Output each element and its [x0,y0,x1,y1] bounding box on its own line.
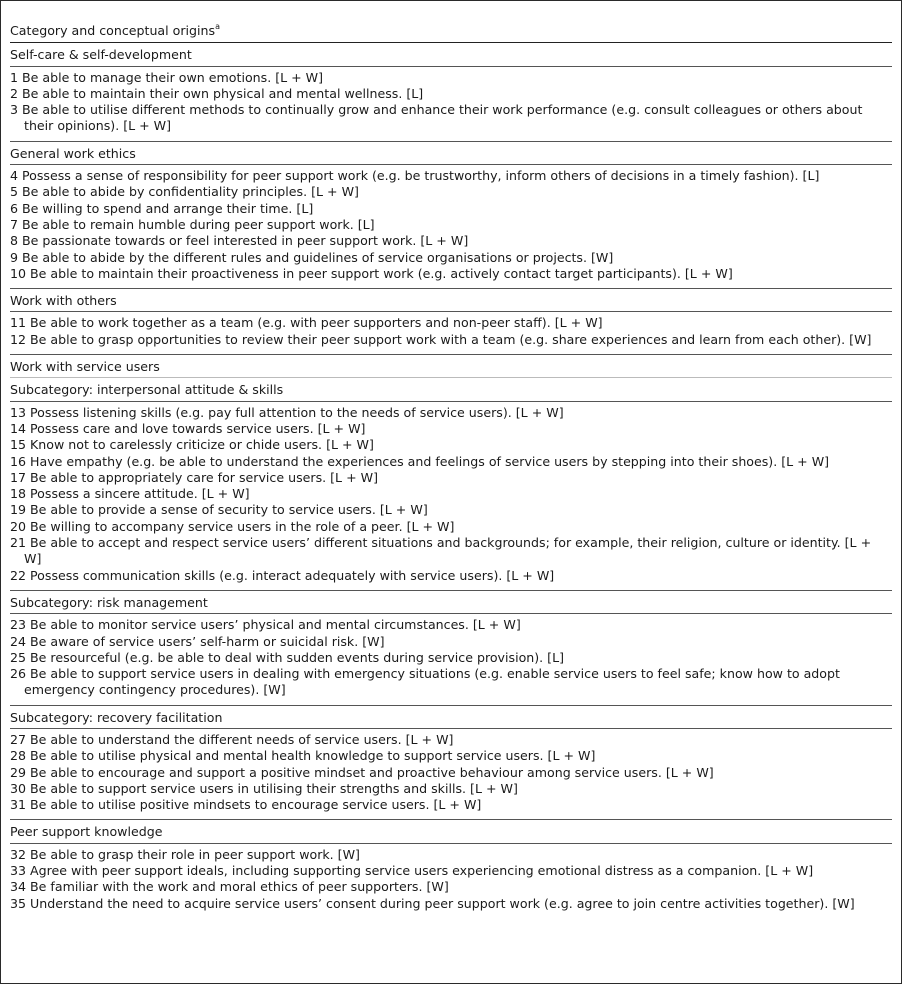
item-text: Be willing to spend and arrange their time. [L] [22,200,314,216]
category-title: Work with others [10,293,117,309]
item-number: 12 [10,331,27,347]
item-number: 5 [10,184,19,200]
list-item [10,217,892,233]
subcategory-interpersonal [10,378,892,401]
item-number: 31 [10,797,27,813]
item-number: 25 [10,649,27,665]
list-item [10,519,892,535]
item-text: Be able to support service users in dealing with emergency situations (e.g. enable service users to feel safe; know how to adopt emergency contingency procedures). [W] [24,666,840,698]
item-text: Be able to provide a sense of security to service users. [L + W] [30,502,428,518]
list-item [10,666,892,699]
subcategory-title: Subcategory: risk management [10,594,208,610]
item-number: 34 [10,879,27,895]
item-text: Be able to grasp opportunities to review their peer support work with a team (e.g. share experiences and learn from each other). [W] [30,331,872,347]
item-number: 3 [10,102,19,118]
list-item [10,634,892,650]
item-number: 22 [10,567,27,583]
item-text: Understand the need to acquire service users’ consent during peer support work (e.g. agree to join centre activities together). [W] [30,895,855,911]
item-number: 29 [10,764,27,780]
item-number: 19 [10,502,27,518]
list-item [10,201,892,217]
item-number: 30 [10,780,27,796]
subcategory-title: Subcategory: recovery facilitation [10,709,223,725]
item-text: Be able to appropriately care for service users. [L + W] [30,469,378,485]
category-work-with-service-users [10,355,892,378]
item-number: 27 [10,731,27,747]
list-item [10,168,892,184]
item-number: 15 [10,437,27,453]
list-item [10,184,892,200]
category-work-ethics [10,142,892,165]
item-number: 11 [10,315,27,331]
item-number: 1 [10,69,19,85]
item-number: 33 [10,863,27,879]
list-item [10,765,892,781]
items-work-with-others [10,312,892,355]
footnote-mark: a [215,22,220,31]
item-text: Know not to carelessly criticize or chide users. [L + W] [30,437,374,453]
item-text: Be able to abide by the different rules and guidelines of service organisations or projects. [W] [22,249,614,265]
list-item [10,70,892,86]
item-text: Be passionate towards or feel interested in peer support work. [L + W] [22,233,469,249]
item-text: Possess a sense of responsibility for peer support work (e.g. be trustworthy, inform others of decisions in a timely fashion). [L] [22,168,820,184]
subcategory-recovery [10,706,892,729]
item-number: 9 [10,249,19,265]
item-text: Agree with peer support ideals, including supporting service users experiencing emotional distress as a companion. [L + W] [30,863,814,879]
list-item [10,405,892,421]
item-number: 10 [10,265,27,281]
list-item [10,617,892,633]
list-item [10,781,892,797]
category-title: Work with service users [10,359,160,375]
list-item [10,879,892,895]
subcategory-title: Subcategory: interpersonal attitude & skills [10,382,284,398]
list-item [10,421,892,437]
item-number: 26 [10,666,27,682]
item-text: Possess a sincere attitude. [L + W] [30,486,250,502]
item-text: Be able to grasp their role in peer support work. [W] [30,846,360,862]
item-text: Possess listening skills (e.g. pay full attention to the needs of service users). [L + W] [30,404,564,420]
table-header [10,18,892,43]
item-text: Be willing to accompany service users in the role of a peer. [L + W] [30,518,455,534]
header-label: Category and conceptual origins [10,23,216,38]
items-peer-knowledge [10,844,892,918]
item-text: Be familiar with the work and moral ethics of peer supporters. [W] [30,879,449,895]
item-text: Be able to monitor service users’ physical and mental circumstances. [L + W] [30,617,521,633]
item-text: Be able to support service users in utilising their strengths and skills. [L + W] [30,780,518,796]
items-recovery [10,729,892,820]
list-item [10,896,892,912]
item-number: 7 [10,216,19,232]
list-item [10,454,892,470]
category-work-with-others [10,289,892,312]
item-number: 14 [10,420,27,436]
item-number: 16 [10,453,27,469]
items-risk [10,614,892,705]
items-work-ethics [10,165,892,289]
category-title: Self-care & self-development [10,47,192,63]
category-peer-knowledge [10,820,892,843]
item-text: Be able to maintain their proactiveness in peer support work (e.g. actively contact target participants). [L + W] [30,265,733,281]
items-interpersonal [10,402,892,591]
item-text: Be able to utilise physical and mental health knowledge to support service users. [L + W] [30,748,596,764]
item-text: Be able to accept and respect service users’ different situations and backgrounds; for example, their religion, culture or identity. [L + W] [24,535,872,567]
item-number: 6 [10,200,19,216]
item-number: 23 [10,617,27,633]
list-item [10,470,892,486]
item-number: 24 [10,633,27,649]
list-item [10,486,892,502]
competency-table [10,18,892,918]
list-item [10,535,892,568]
list-item [10,332,892,348]
item-number: 20 [10,518,27,534]
item-number: 4 [10,168,19,184]
items-self-care [10,67,892,142]
item-text: Be able to work together as a team (e.g. with peer supporters and non-peer staff). [L + W] [30,315,603,331]
subcategory-risk [10,591,892,614]
list-item [10,797,892,813]
item-text: Be able to understand the different needs of service users. [L + W] [30,731,454,747]
item-number: 21 [10,535,27,551]
item-text: Be able to maintain their own physical and mental wellness. [L] [22,85,424,101]
item-number: 18 [10,486,27,502]
item-number: 28 [10,748,27,764]
item-number: 8 [10,233,19,249]
item-text: Be able to abide by confidentiality principles. [L + W] [22,184,359,200]
item-number: 13 [10,404,27,420]
list-item [10,502,892,518]
item-text: Be aware of service users’ self-harm or suicidal risk. [W] [30,633,385,649]
list-item [10,650,892,666]
list-item [10,568,892,584]
list-item [10,863,892,879]
list-item [10,748,892,764]
list-item [10,315,892,331]
item-number: 32 [10,846,27,862]
category-title: Peer support knowledge [10,824,163,840]
item-text: Have empathy (e.g. be able to understand the experiences and feelings of service users by stepping into their shoes). [L + W] [30,453,830,469]
item-text: Be able to remain humble during peer support work. [L] [22,216,375,232]
item-number: 2 [10,85,19,101]
list-item [10,86,892,102]
item-text: Be resourceful (e.g. be able to deal with sudden events during service provision). [L] [30,649,565,665]
item-text: Possess communication skills (e.g. interact adequately with service users). [L + W] [30,567,555,583]
list-item [10,437,892,453]
list-item [10,847,892,863]
category-self-care [10,43,892,66]
item-text: Be able to utilise different methods to continually grow and enhance their work performance (e.g. consult colleagues or others about their opinions). [L + W] [22,102,863,134]
list-item [10,233,892,249]
list-item [10,732,892,748]
list-item [10,266,892,282]
item-text: Be able to encourage and support a positive mindset and proactive behaviour among service users. [L + W] [30,764,714,780]
category-title: General work ethics [10,145,136,161]
item-text: Possess care and love towards service users. [L + W] [30,420,366,436]
item-text: Be able to utilise positive mindsets to encourage service users. [L + W] [30,797,482,813]
item-text: Be able to manage their own emotions. [L + W] [22,69,324,85]
item-number: 35 [10,895,27,911]
item-number: 17 [10,469,27,485]
list-item [10,250,892,266]
list-item [10,102,892,135]
